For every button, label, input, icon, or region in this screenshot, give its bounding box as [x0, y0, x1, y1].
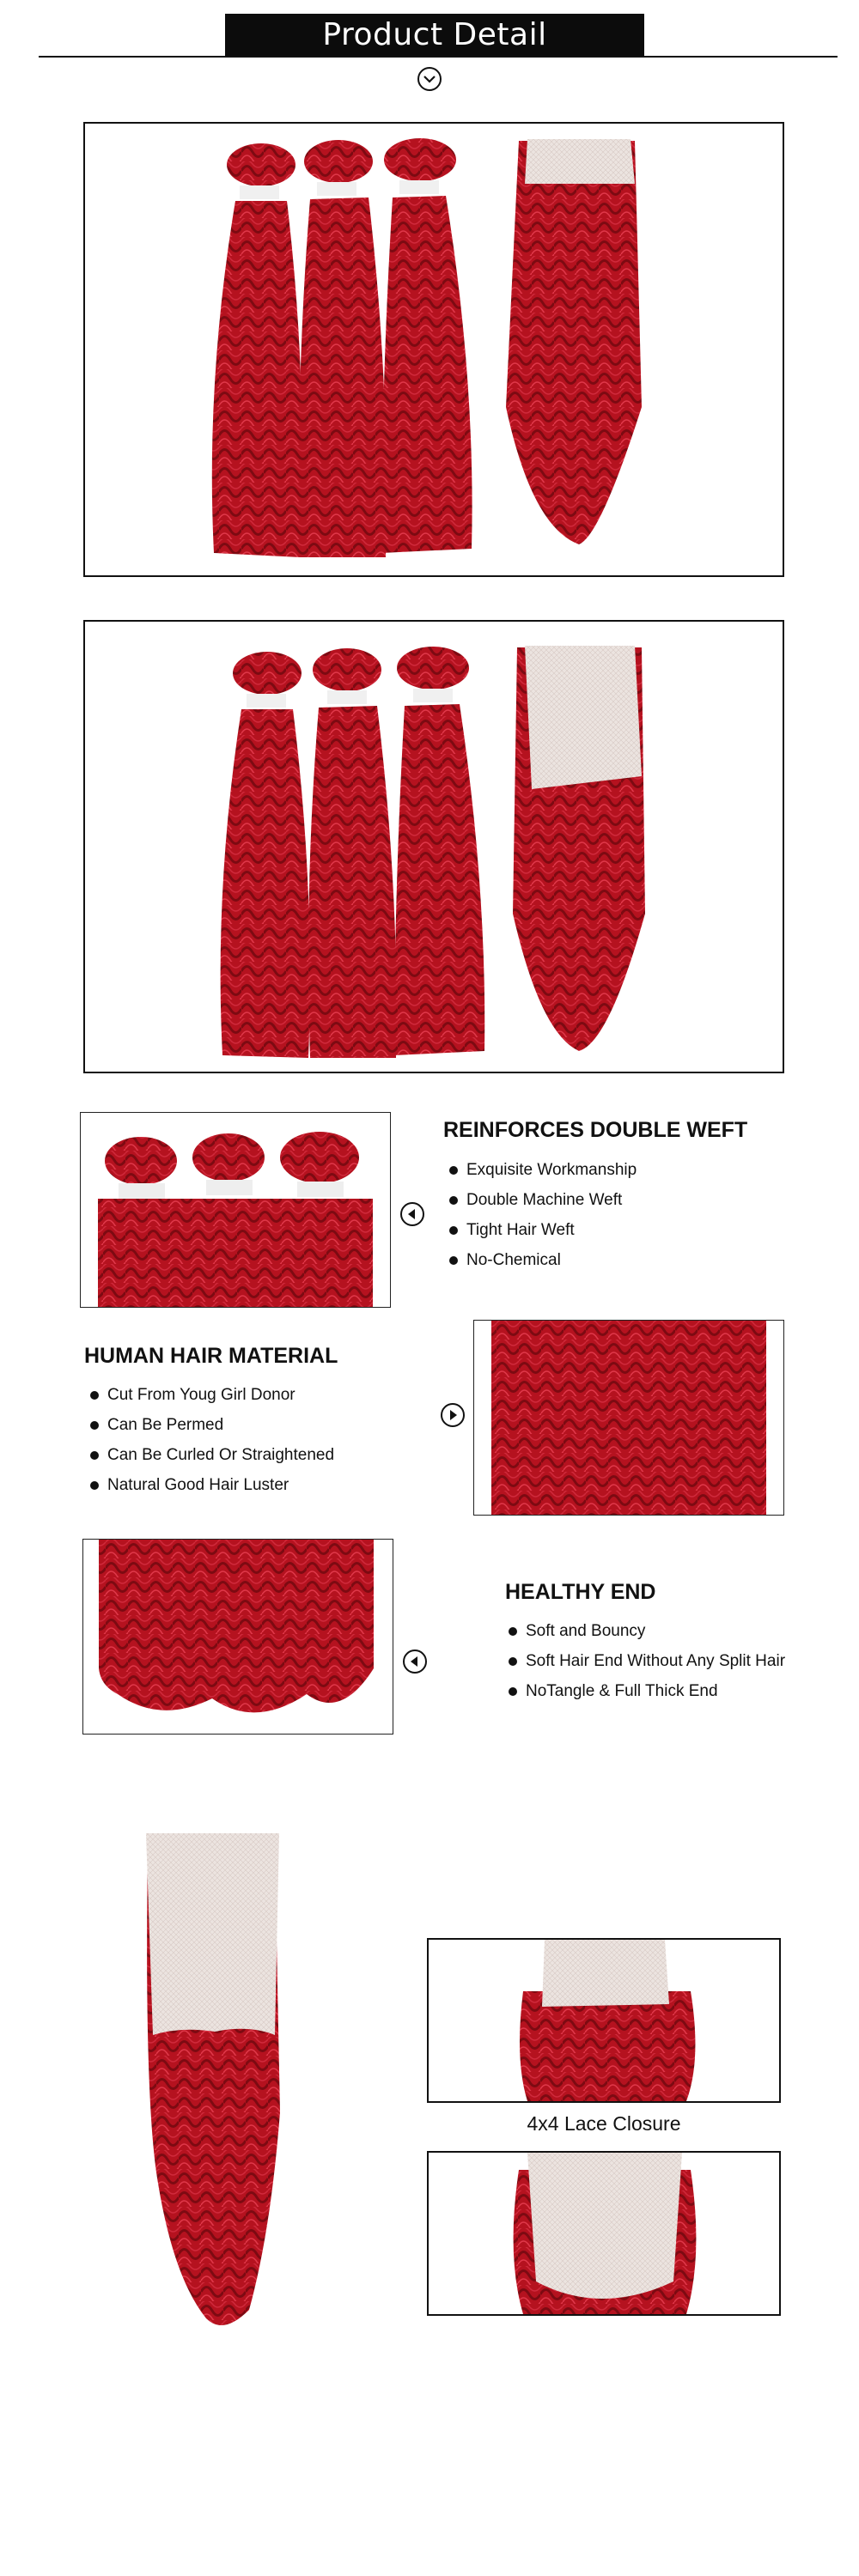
arrow-left-icon[interactable]: [400, 1202, 424, 1226]
list-item: Can Be Curled Or Straightened: [90, 1440, 334, 1470]
bullet-icon: [449, 1196, 458, 1205]
list-item: No-Chemical: [449, 1245, 637, 1275]
chevron-down-icon[interactable]: [417, 67, 442, 91]
arrow-right-icon[interactable]: [441, 1403, 465, 1427]
list-item: Tight Hair Weft: [449, 1215, 637, 1245]
hair-ends-photo: [83, 1540, 393, 1734]
list-item: Can Be Permed: [90, 1410, 334, 1440]
bullet-icon: [449, 1226, 458, 1235]
feature-list-weft: [449, 1155, 637, 1275]
closure-lace-photo: [429, 2153, 779, 2314]
hair-bundles-photo: [85, 622, 783, 1072]
closure-detail-image-1: [427, 1938, 781, 2103]
list-item: Soft and Bouncy: [509, 1616, 785, 1646]
closure-photo: [112, 1829, 309, 2344]
feature-title-material: HUMAN HAIR MATERIAL: [84, 1344, 338, 1368]
hair-curls-photo: [474, 1321, 783, 1515]
bullet-icon: [509, 1687, 517, 1696]
arrow-left-icon[interactable]: [403, 1649, 427, 1674]
ends-detail-image: [82, 1539, 393, 1735]
feature-list-ends: [509, 1616, 785, 1706]
list-item: Natural Good Hair Luster: [90, 1470, 334, 1500]
hair-weft-photo: [81, 1113, 390, 1307]
bullet-icon: [449, 1256, 458, 1265]
product-image-bundles-closure-lace: [83, 620, 784, 1073]
bullet-icon: [509, 1657, 517, 1666]
list-item: Soft Hair End Without Any Split Hair: [509, 1646, 785, 1676]
closure-top-photo: [429, 1940, 779, 2101]
feature-title-ends: HEALTHY END: [505, 1580, 656, 1604]
bullet-icon: [449, 1166, 458, 1175]
list-item: Cut From Youg Girl Donor: [90, 1380, 334, 1410]
bullet-icon: [90, 1421, 99, 1430]
feature-title-weft: REINFORCES DOUBLE WEFT: [443, 1118, 748, 1142]
material-detail-image: [473, 1320, 784, 1516]
closure-detail-image-2: [427, 2151, 781, 2316]
list-item: NoTangle & Full Thick End: [509, 1676, 785, 1706]
closure-full-image: [112, 1829, 309, 2344]
list-item: Double Machine Weft: [449, 1185, 637, 1215]
bullet-icon: [90, 1481, 99, 1490]
page-title: Product Detail: [225, 14, 644, 57]
list-item: Exquisite Workmanship: [449, 1155, 637, 1185]
feature-list-material: [90, 1380, 334, 1500]
bullet-icon: [509, 1627, 517, 1636]
bullet-icon: [90, 1391, 99, 1400]
bullet-icon: [90, 1451, 99, 1460]
product-image-bundles-closure: [83, 122, 784, 577]
hair-bundles-photo: [85, 124, 783, 575]
closure-caption: 4x4 Lace Closure: [527, 2112, 681, 2135]
title-divider: [39, 56, 838, 58]
weft-detail-image: [80, 1112, 391, 1308]
